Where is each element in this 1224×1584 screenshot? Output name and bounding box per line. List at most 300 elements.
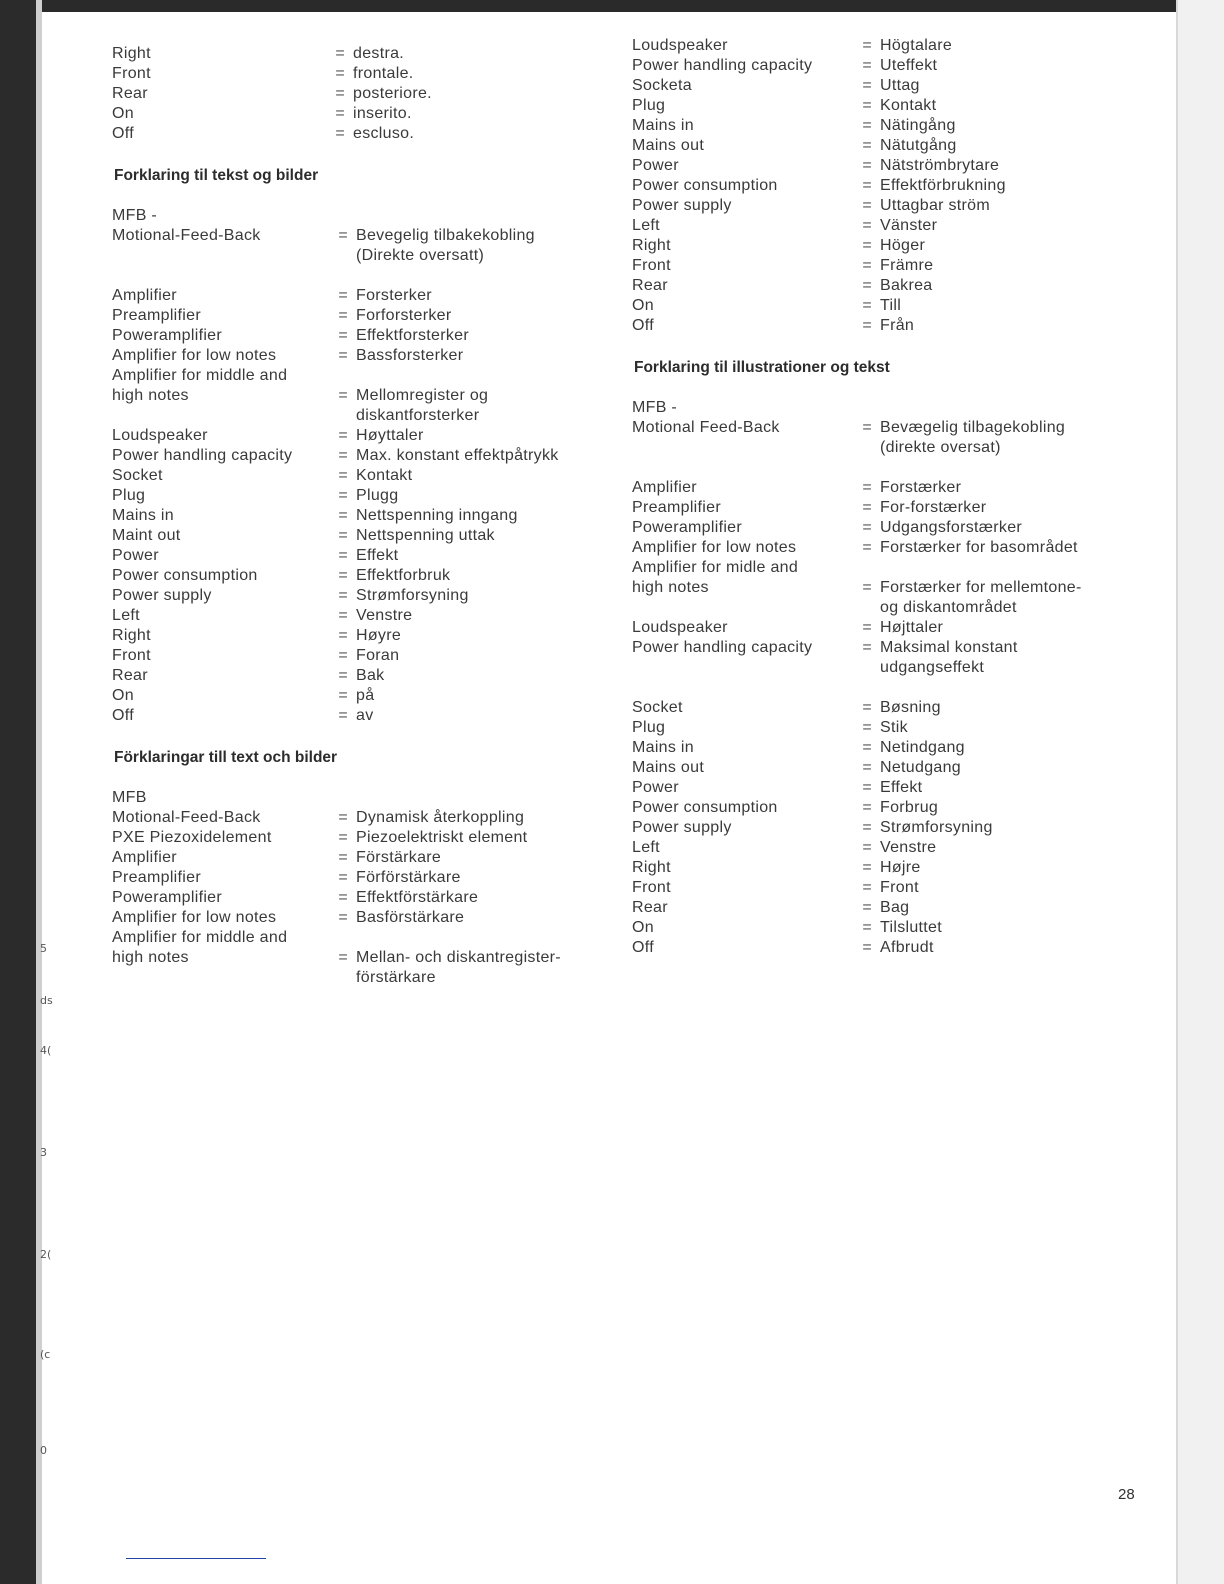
translation: Nätingång bbox=[880, 117, 956, 134]
equals-sign: = bbox=[862, 839, 872, 856]
english-term: Power supply bbox=[112, 587, 212, 604]
english-term: Power bbox=[632, 157, 679, 174]
equals-sign: = bbox=[338, 507, 348, 524]
glossary-row bbox=[632, 136, 1152, 156]
translation: Højre bbox=[880, 859, 921, 876]
equals-sign: = bbox=[338, 849, 348, 866]
english-term: Socket bbox=[632, 699, 683, 716]
equals-sign: = bbox=[335, 105, 345, 122]
glossary-row bbox=[632, 276, 1152, 296]
equals-sign: = bbox=[338, 327, 348, 344]
glossary-row bbox=[632, 398, 1152, 458]
equals-sign: = bbox=[862, 297, 872, 314]
equals-sign: = bbox=[338, 889, 348, 906]
translation: Forforsterker bbox=[356, 307, 452, 324]
translation: Nätströmbrytare bbox=[880, 157, 1000, 174]
glossary-row bbox=[112, 446, 617, 466]
translation: Högtalare bbox=[880, 37, 953, 54]
glossary-row bbox=[112, 526, 617, 546]
equals-sign: = bbox=[862, 799, 872, 816]
english-term: Poweramplifier bbox=[632, 519, 743, 536]
equals-sign: = bbox=[338, 347, 348, 364]
translation: Bag bbox=[880, 899, 910, 916]
equals-sign: = bbox=[862, 719, 872, 736]
equals-sign: = bbox=[862, 317, 872, 334]
translation: Venstre bbox=[880, 839, 937, 856]
equals-sign: = bbox=[862, 57, 872, 74]
glossary-row bbox=[632, 236, 1152, 256]
equals-sign: = bbox=[338, 487, 348, 504]
glossary-row bbox=[112, 506, 617, 526]
english-term: Preamplifier bbox=[112, 869, 201, 886]
glossary-row bbox=[112, 486, 617, 506]
glossary-row bbox=[632, 96, 1152, 116]
translation: Effektförstärkare bbox=[356, 889, 479, 906]
equals-sign: = bbox=[338, 427, 348, 444]
glossary-section bbox=[632, 358, 1152, 958]
equals-sign: = bbox=[862, 257, 872, 274]
english-term: Right bbox=[112, 45, 151, 62]
glossary-section bbox=[112, 44, 617, 144]
translation: Afbrudt bbox=[880, 939, 934, 956]
margin-mark: 4( bbox=[40, 1044, 52, 1057]
glossary-row bbox=[112, 286, 617, 306]
translation: Nätutgång bbox=[880, 137, 957, 154]
glossary-row bbox=[112, 646, 617, 666]
equals-sign: = bbox=[862, 739, 872, 756]
translation: Netindgang bbox=[880, 739, 965, 756]
translation: Effekt bbox=[880, 779, 923, 796]
translation: Max. konstant effektpåtrykk bbox=[356, 447, 559, 464]
glossary-row bbox=[632, 176, 1152, 196]
right-column bbox=[632, 36, 1152, 958]
english-term: Poweramplifier bbox=[112, 889, 223, 906]
section-heading: Forklaring til tekst og bilder bbox=[114, 167, 319, 184]
glossary-row bbox=[632, 196, 1152, 216]
equals-sign: = bbox=[862, 779, 872, 796]
equals-sign: = bbox=[338, 467, 348, 484]
translation: posteriore. bbox=[353, 85, 432, 102]
english-term: Front bbox=[632, 257, 671, 274]
translation: Foran bbox=[356, 647, 400, 664]
translation: Høyttaler bbox=[356, 427, 424, 444]
glossary-row bbox=[112, 546, 617, 566]
equals-sign: = bbox=[862, 479, 872, 496]
english-term: Mains in bbox=[632, 739, 694, 756]
margin-mark: 3 bbox=[40, 1146, 47, 1159]
english-term: Plug bbox=[632, 97, 666, 114]
equals-sign: = bbox=[862, 939, 872, 956]
translation: escluso. bbox=[353, 125, 415, 142]
translation: Høyre bbox=[356, 627, 402, 644]
glossary-row bbox=[632, 758, 1152, 778]
translation: destra. bbox=[353, 45, 405, 62]
translation: Främre bbox=[880, 257, 934, 274]
translation: Plugg bbox=[356, 487, 399, 504]
english-term: MFB Motional-Feed-Back bbox=[112, 789, 261, 826]
glossary-row bbox=[112, 626, 617, 646]
glossary-row bbox=[112, 466, 617, 486]
glossary-row bbox=[112, 64, 617, 84]
english-term: MFB - Motional Feed-Back bbox=[632, 399, 780, 436]
english-term: Mains out bbox=[632, 759, 705, 776]
english-term: On bbox=[632, 919, 654, 936]
translation: Strømforsyning bbox=[356, 587, 469, 604]
margin-mark: 0 bbox=[40, 1444, 47, 1457]
scan-right-edge bbox=[1176, 0, 1178, 1584]
glossary-row bbox=[632, 156, 1152, 176]
glossary-row bbox=[632, 878, 1152, 898]
translation: Basförstärkare bbox=[356, 909, 465, 926]
glossary-row bbox=[632, 718, 1152, 738]
english-term: Amplifier bbox=[632, 479, 697, 496]
translation: Kontakt bbox=[880, 97, 937, 114]
glossary-row bbox=[632, 538, 1152, 558]
translation: For-forstærker bbox=[880, 499, 987, 516]
equals-sign: = bbox=[862, 137, 872, 154]
english-term: Amplifier for middle and high notes bbox=[112, 929, 288, 966]
english-term: Socket bbox=[112, 467, 163, 484]
glossary-row bbox=[112, 124, 617, 144]
equals-sign: = bbox=[862, 919, 872, 936]
equals-sign: = bbox=[862, 117, 872, 134]
english-term: Off bbox=[632, 317, 654, 334]
equals-sign: = bbox=[862, 539, 872, 556]
equals-sign: = bbox=[862, 419, 872, 436]
glossary-row bbox=[112, 606, 617, 626]
glossary-row bbox=[632, 116, 1152, 136]
translation: Forstærker for basområdet bbox=[880, 539, 1078, 556]
english-term: Preamplifier bbox=[632, 499, 721, 516]
translation: Bevægelig tilbagekobling (direkte oversat) bbox=[880, 419, 1066, 456]
scan-right-margin bbox=[1176, 0, 1224, 1584]
english-term: Mains out bbox=[632, 137, 705, 154]
glossary-row bbox=[112, 566, 617, 586]
translation: Kontakt bbox=[356, 467, 413, 484]
translation: Effektforbruk bbox=[356, 567, 451, 584]
english-term: Off bbox=[112, 125, 134, 142]
translation: Från bbox=[880, 317, 915, 334]
glossary-row bbox=[112, 326, 617, 346]
english-term: Right bbox=[632, 237, 671, 254]
english-term: Amplifier for low notes bbox=[112, 909, 277, 926]
translation: Bevegelig tilbakekobling (Direkte oversatt) bbox=[356, 227, 535, 264]
english-term: Amplifier for low notes bbox=[632, 539, 797, 556]
translation: Strømforsyning bbox=[880, 819, 993, 836]
page-number: 28 bbox=[1118, 1486, 1135, 1503]
equals-sign: = bbox=[862, 499, 872, 516]
equals-sign: = bbox=[862, 899, 872, 916]
english-term: Power supply bbox=[632, 197, 732, 214]
english-term: PXE Piezoxidelement bbox=[112, 829, 272, 846]
glossary-row bbox=[112, 908, 617, 928]
english-term: Power consumption bbox=[632, 177, 778, 194]
glossary-section bbox=[632, 36, 1152, 336]
english-term: Loudspeaker bbox=[112, 427, 208, 444]
translation: Bøsning bbox=[880, 699, 941, 716]
translation: Stik bbox=[880, 719, 908, 736]
english-term: Power consumption bbox=[632, 799, 778, 816]
equals-sign: = bbox=[862, 97, 872, 114]
english-term: Off bbox=[112, 707, 134, 724]
margin-mark: ds bbox=[40, 994, 53, 1007]
equals-sign: = bbox=[338, 707, 348, 724]
glossary-row bbox=[112, 426, 617, 446]
english-term: Plug bbox=[632, 719, 666, 736]
translation: Netudgang bbox=[880, 759, 961, 776]
equals-sign: = bbox=[338, 607, 348, 624]
english-term: MFB - Motional-Feed-Back bbox=[112, 207, 261, 244]
english-term: Right bbox=[112, 627, 151, 644]
section-heading: Forklaring til illustrationer og tekst bbox=[634, 359, 890, 376]
glossary-row bbox=[112, 346, 617, 366]
glossary-row bbox=[632, 76, 1152, 96]
equals-sign: = bbox=[335, 85, 345, 102]
glossary-row bbox=[632, 478, 1152, 498]
equals-sign: = bbox=[862, 217, 872, 234]
equals-sign: = bbox=[862, 177, 872, 194]
english-term: Power consumption bbox=[112, 567, 258, 584]
english-term: Power handling capacity bbox=[632, 639, 813, 656]
english-term: On bbox=[112, 687, 134, 704]
equals-sign: = bbox=[862, 37, 872, 54]
english-term: Amplifier for low notes bbox=[112, 347, 277, 364]
translation: Förförstärkare bbox=[356, 869, 461, 886]
equals-sign: = bbox=[862, 819, 872, 836]
english-term: Amplifier for midle and high notes bbox=[632, 559, 799, 596]
footer-rule bbox=[126, 1558, 266, 1559]
english-term: Amplifier bbox=[112, 849, 177, 866]
english-term: On bbox=[112, 105, 134, 122]
equals-sign: = bbox=[338, 547, 348, 564]
equals-sign: = bbox=[338, 627, 348, 644]
english-term: Rear bbox=[112, 667, 148, 684]
glossary-row bbox=[112, 928, 617, 988]
equals-sign: = bbox=[338, 949, 348, 966]
equals-sign: = bbox=[862, 519, 872, 536]
glossary-row bbox=[632, 296, 1152, 316]
equals-sign: = bbox=[862, 197, 872, 214]
english-term: Socketa bbox=[632, 77, 692, 94]
translation: Forstærker for mellemtone- og diskantområdet bbox=[880, 579, 1082, 616]
glossary-row bbox=[632, 898, 1152, 918]
translation: av bbox=[356, 707, 374, 724]
equals-sign: = bbox=[338, 287, 348, 304]
equals-sign: = bbox=[338, 387, 348, 404]
left-column bbox=[112, 44, 617, 988]
glossary-row bbox=[112, 888, 617, 908]
glossary-row bbox=[112, 366, 617, 426]
equals-sign: = bbox=[338, 447, 348, 464]
glossary-section bbox=[112, 748, 617, 988]
translation: frontale. bbox=[353, 65, 414, 82]
glossary-row bbox=[112, 848, 617, 868]
glossary-row bbox=[112, 788, 617, 828]
glossary-row bbox=[632, 738, 1152, 758]
translation: Bak bbox=[356, 667, 385, 684]
translation: Mellomregister og diskantforsterker bbox=[356, 387, 489, 424]
translation: på bbox=[356, 687, 375, 704]
equals-sign: = bbox=[335, 125, 345, 142]
english-term: Front bbox=[112, 65, 151, 82]
margin-mark: (c bbox=[40, 1348, 51, 1361]
glossary-row bbox=[112, 306, 617, 326]
equals-sign: = bbox=[338, 809, 348, 826]
equals-sign: = bbox=[862, 759, 872, 776]
equals-sign: = bbox=[862, 879, 872, 896]
english-term: Left bbox=[632, 839, 660, 856]
english-term: Rear bbox=[112, 85, 148, 102]
translation: Tilsluttet bbox=[880, 919, 942, 936]
translation: Forstærker bbox=[880, 479, 962, 496]
translation: Effekt bbox=[356, 547, 399, 564]
glossary-section bbox=[112, 166, 617, 726]
glossary-row bbox=[632, 818, 1152, 838]
translation: Maksimal konstant udgangseffekt bbox=[880, 639, 1018, 676]
english-term: Left bbox=[112, 607, 140, 624]
equals-sign: = bbox=[338, 667, 348, 684]
section-heading: Förklaringar till text och bilder bbox=[114, 749, 338, 766]
english-term: Loudspeaker bbox=[632, 619, 728, 636]
equals-sign: = bbox=[335, 65, 345, 82]
translation: Piezoelektriskt element bbox=[356, 829, 528, 846]
translation: Effektforsterker bbox=[356, 327, 469, 344]
glossary-row bbox=[632, 558, 1152, 618]
glossary-row bbox=[112, 868, 617, 888]
equals-sign: = bbox=[862, 579, 872, 596]
glossary-row bbox=[632, 56, 1152, 76]
english-term: Rear bbox=[632, 277, 668, 294]
english-term: On bbox=[632, 297, 654, 314]
equals-sign: = bbox=[338, 869, 348, 886]
equals-sign: = bbox=[338, 687, 348, 704]
glossary-row bbox=[112, 828, 617, 848]
english-term: Power supply bbox=[632, 819, 732, 836]
equals-sign: = bbox=[862, 277, 872, 294]
translation: Mellan- och diskantregister- förstärkare bbox=[356, 949, 561, 986]
english-term: Preamplifier bbox=[112, 307, 201, 324]
glossary-row bbox=[632, 698, 1152, 718]
english-term: Poweramplifier bbox=[112, 327, 223, 344]
scan-left-binding bbox=[0, 0, 38, 1584]
glossary-row bbox=[632, 778, 1152, 798]
equals-sign: = bbox=[338, 527, 348, 544]
translation: Forsterker bbox=[356, 287, 432, 304]
glossary-row bbox=[632, 798, 1152, 818]
glossary-row bbox=[632, 638, 1152, 678]
glossary-row bbox=[632, 518, 1152, 538]
equals-sign: = bbox=[338, 567, 348, 584]
equals-sign: = bbox=[862, 859, 872, 876]
glossary-row bbox=[112, 44, 617, 64]
equals-sign: = bbox=[862, 699, 872, 716]
english-term: Power bbox=[632, 779, 679, 796]
glossary-row bbox=[112, 84, 617, 104]
english-term: Left bbox=[632, 217, 660, 234]
english-term: Power bbox=[112, 547, 159, 564]
translation: Venstre bbox=[356, 607, 413, 624]
glossary-row bbox=[112, 104, 617, 124]
glossary-row bbox=[632, 938, 1152, 958]
margin-mark: 2( bbox=[40, 1248, 52, 1261]
glossary-row bbox=[632, 216, 1152, 236]
glossary-row bbox=[632, 858, 1152, 878]
translation: Höger bbox=[880, 237, 926, 254]
scan-left-edge bbox=[36, 0, 42, 1584]
glossary-row bbox=[112, 666, 617, 686]
translation: Nettspenning inngang bbox=[356, 507, 518, 524]
english-term: Front bbox=[632, 879, 671, 896]
translation: Nettspenning uttak bbox=[356, 527, 495, 544]
equals-sign: = bbox=[862, 639, 872, 656]
glossary-row bbox=[112, 686, 617, 706]
glossary-row bbox=[632, 256, 1152, 276]
translation: Effektförbrukning bbox=[880, 177, 1006, 194]
glossary-row bbox=[632, 918, 1152, 938]
translation: Dynamisk återkoppling bbox=[356, 809, 525, 826]
glossary-row bbox=[632, 618, 1152, 638]
english-term: Rear bbox=[632, 899, 668, 916]
equals-sign: = bbox=[862, 157, 872, 174]
english-term: Power handling capacity bbox=[632, 57, 813, 74]
english-term: Off bbox=[632, 939, 654, 956]
equals-sign: = bbox=[338, 647, 348, 664]
scan-top-border bbox=[0, 0, 1224, 12]
equals-sign: = bbox=[338, 829, 348, 846]
english-term: Plug bbox=[112, 487, 146, 504]
english-term: Loudspeaker bbox=[632, 37, 728, 54]
translation: Forbrug bbox=[880, 799, 939, 816]
translation: Uttag bbox=[880, 77, 920, 94]
translation: inserito. bbox=[353, 105, 412, 122]
equals-sign: = bbox=[338, 587, 348, 604]
translation: Udgangsforstærker bbox=[880, 519, 1023, 536]
translation: Uttagbar ström bbox=[880, 197, 991, 214]
margin-mark: 5 bbox=[40, 942, 47, 955]
glossary-row bbox=[632, 316, 1152, 336]
equals-sign: = bbox=[338, 307, 348, 324]
english-term: Right bbox=[632, 859, 671, 876]
translation: Bakrea bbox=[880, 277, 933, 294]
translation: Højttaler bbox=[880, 619, 944, 636]
glossary-row bbox=[112, 206, 617, 266]
equals-sign: = bbox=[862, 237, 872, 254]
translation: Förstärkare bbox=[356, 849, 442, 866]
glossary-row bbox=[112, 706, 617, 726]
english-term: Amplifier for middle and high notes bbox=[112, 367, 288, 404]
english-term: Front bbox=[112, 647, 151, 664]
equals-sign: = bbox=[338, 227, 348, 244]
glossary-row bbox=[632, 498, 1152, 518]
english-term: Maint out bbox=[112, 527, 181, 544]
english-term: Mains in bbox=[112, 507, 174, 524]
equals-sign: = bbox=[862, 619, 872, 636]
equals-sign: = bbox=[338, 909, 348, 926]
translation: Front bbox=[880, 879, 919, 896]
glossary-row bbox=[112, 586, 617, 606]
glossary-row bbox=[632, 36, 1152, 56]
english-term: Power handling capacity bbox=[112, 447, 293, 464]
translation: Till bbox=[880, 297, 902, 314]
equals-sign: = bbox=[862, 77, 872, 94]
translation: Uteffekt bbox=[880, 57, 938, 74]
glossary-row bbox=[632, 838, 1152, 858]
translation: Bassforsterker bbox=[356, 347, 464, 364]
equals-sign: = bbox=[335, 45, 345, 62]
english-term: Mains in bbox=[632, 117, 694, 134]
english-term: Amplifier bbox=[112, 287, 177, 304]
translation: Vänster bbox=[880, 217, 938, 234]
